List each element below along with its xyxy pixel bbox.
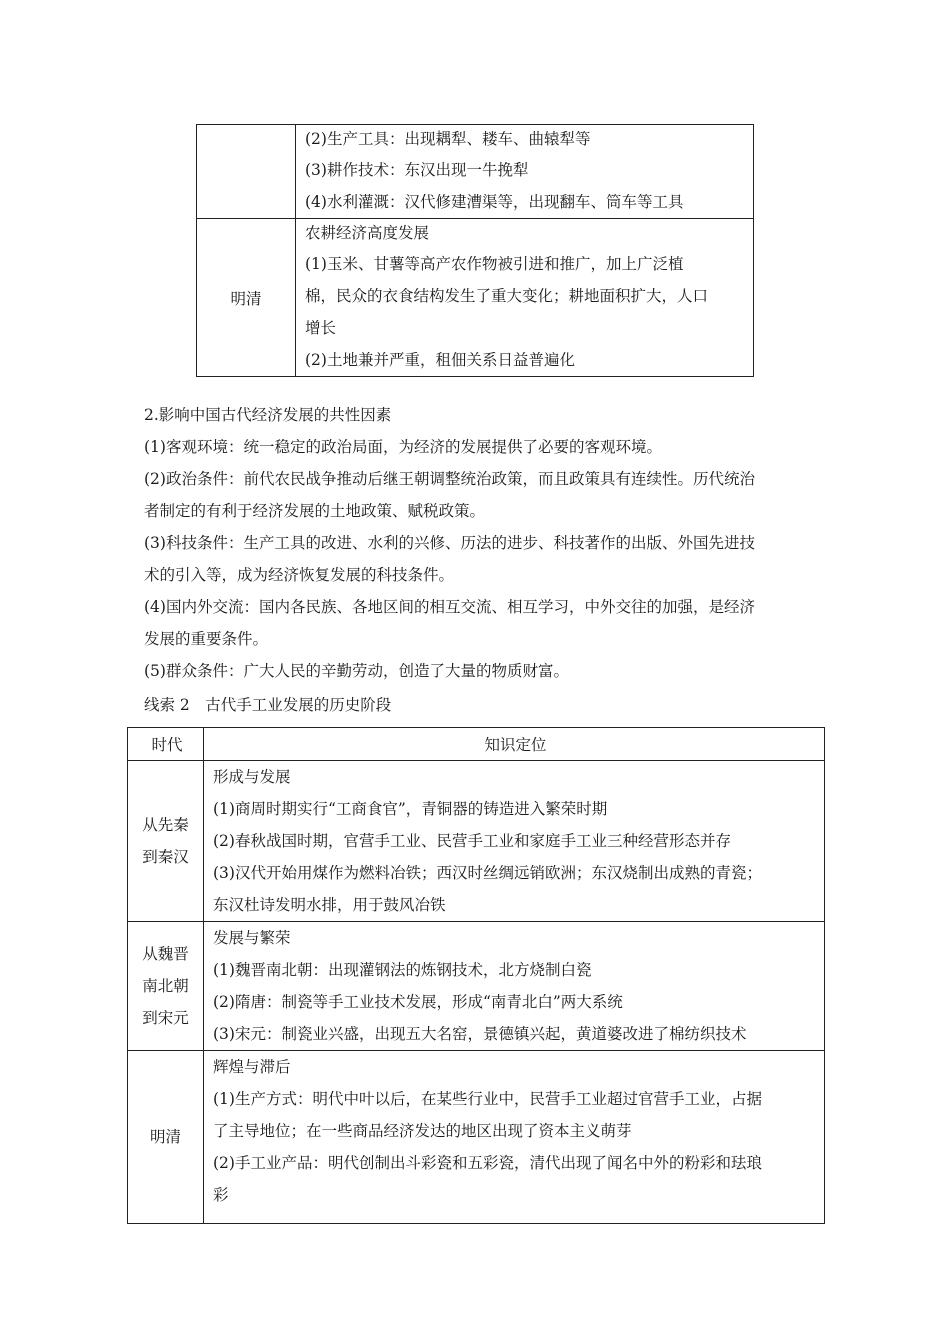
era-line: 从先秦 bbox=[142, 816, 189, 834]
content-line: (2)土地兼并严重，租佃关系日益普遍化 bbox=[305, 351, 575, 369]
paragraph: (4)国内外交流：国内各民族、各地区间的相互交流、相互学习，中外交往的加强，是经济 bbox=[144, 598, 755, 616]
content-line: (4)水利灌溉：汉代修建漕渠等，出现翻车、筒车等工具 bbox=[305, 193, 684, 211]
content-line: (3)耕作技术：东汉出现一牛挽犁 bbox=[305, 161, 529, 179]
paragraph: (5)群众条件：广大人民的辛勤劳动，创造了大量的物质财富。 bbox=[144, 662, 569, 680]
table-row bbox=[197, 219, 754, 377]
era-cell: 明清 bbox=[197, 219, 296, 377]
content-line: 发展与繁荣 bbox=[213, 929, 291, 947]
table-row bbox=[128, 922, 825, 1051]
header-era: 时代 bbox=[128, 728, 204, 761]
section-heading: 2.影响中国古代经济发展的共性因素 bbox=[144, 406, 392, 424]
table-row bbox=[128, 761, 825, 922]
table-row bbox=[197, 125, 754, 219]
era-cell bbox=[128, 1051, 204, 1224]
era-line: 到宋元 bbox=[142, 1009, 189, 1027]
content-line: (2)生产工具：出现耦犁、耧车、曲辕犁等 bbox=[305, 130, 591, 148]
content-line: 增长 bbox=[305, 319, 337, 337]
content-line: (2)隋唐：制瓷等手工业技术发展，形成“南青北白”两大系统 bbox=[213, 993, 623, 1011]
content-line: 彩 bbox=[213, 1186, 229, 1204]
content-line: 东汉杜诗发明水排，用于鼓风冶铁 bbox=[213, 896, 446, 914]
era-line: 南北朝 bbox=[142, 977, 189, 995]
content-line: (3)汉代开始用煤作为燃料冶铁；西汉时丝绸远销欧洲；东汉烧制出成熟的青瓷； bbox=[213, 864, 762, 882]
content-cell bbox=[296, 125, 754, 219]
content-line: (1)玉米、甘薯等高产农作物被引进和推广，加上广泛植 bbox=[305, 255, 684, 273]
paragraph: 发展的重要条件。 bbox=[144, 630, 269, 648]
content-line: (1)生产方式：明代中叶以后，在某些行业中，民营手工业超过官营手工业，占据 bbox=[213, 1090, 762, 1108]
era-line: 从魏晋 bbox=[142, 945, 189, 963]
content-cell bbox=[204, 922, 825, 1051]
era-cell bbox=[128, 761, 204, 922]
content-line: 了主导地位；在一些商品经济发达的地区出现了资本主义萌芽 bbox=[213, 1122, 632, 1140]
table-row bbox=[128, 1051, 825, 1224]
content-line: (3)宋元：制瓷业兴盛，出现五大名窑，景德镇兴起，黄道婆改进了棉纺织技术 bbox=[213, 1025, 747, 1043]
content-cell bbox=[296, 219, 754, 377]
header-knowledge: 知识定位 bbox=[204, 728, 825, 761]
era-cell bbox=[128, 922, 204, 1051]
content-line: (2)手工业产品：明代创制出斗彩瓷和五彩瓷，清代出现了闻名中外的粉彩和珐琅 bbox=[213, 1154, 762, 1172]
paragraph: (3)科技条件：生产工具的改进、水利的兴修、历法的进步、科技著作的出版、外国先进技 bbox=[144, 534, 755, 552]
era-line: 明清 bbox=[149, 1128, 181, 1146]
content-line: (1)魏晋南北朝：出现灌钢法的炼钢技术，北方烧制白瓷 bbox=[213, 961, 592, 979]
agriculture-table bbox=[196, 124, 754, 377]
content-line: 棉，民众的衣食结构发生了重大变化；耕地面积扩大，人口 bbox=[305, 287, 709, 305]
content-line: 辉煌与滞后 bbox=[213, 1058, 291, 1076]
content-line: (1)商周时期实行“工商食官”，青铜器的铸造进入繁荣时期 bbox=[213, 800, 608, 818]
table-header-row bbox=[128, 728, 825, 761]
era-cell bbox=[197, 125, 296, 219]
paragraph: 者制定的有利于经济发展的土地政策、赋税政策。 bbox=[144, 502, 486, 520]
content-line: 形成与发展 bbox=[213, 768, 291, 786]
content-line: 农耕经济高度发展 bbox=[305, 224, 430, 242]
handicraft-table bbox=[127, 727, 825, 1224]
paragraph: (2)政治条件：前代农民战争推动后继王朝调整统治政策，而且政策具有连续性。历代统治 bbox=[144, 470, 755, 488]
content-cell bbox=[204, 1051, 825, 1224]
era-line: 到秦汉 bbox=[142, 848, 189, 866]
content-line: (2)春秋战国时期，官营手工业、民营手工业和家庭手工业三种经营形态并存 bbox=[213, 832, 731, 850]
content-cell bbox=[204, 761, 825, 922]
paragraph: (1)客观环境：统一稳定的政治局面，为经济的发展提供了必要的客观环境。 bbox=[144, 438, 662, 456]
clue-title: 线索 2 古代手工业发展的历史阶段 bbox=[144, 696, 392, 714]
paragraph: 术的引入等，成为经济恢复发展的科技条件。 bbox=[144, 566, 455, 584]
common-factors-section bbox=[144, 399, 824, 687]
